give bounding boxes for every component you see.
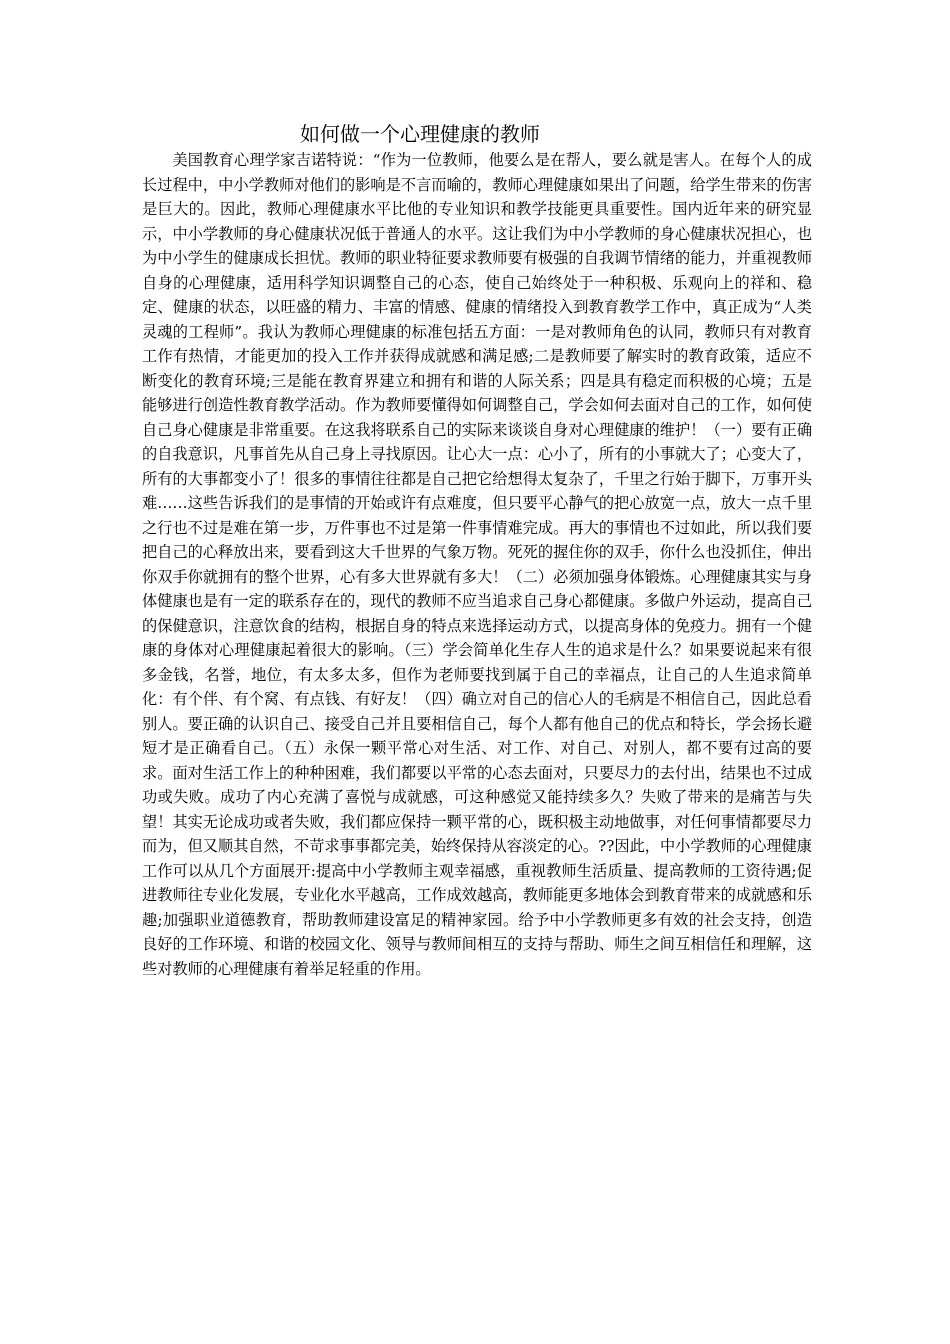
document-body-paragraph: 美国教育心理学家吉诺特说：“作为一位教师，他要么是在帮人，要么就是害人。在每个人的成长过程中，中小学教师对他们的影响是不言而喻的，教师心理健康如果出了问题，给学生带来的伤害是巨大的。因此，教师心理健康水平比他的专业知识和教学技能更具重要性。国内近年来的研究显示，中小学教师的身心健康状况低于普通人的水平。这让我们为中小学教师的身心健康状况担心，也为中小学生的健康成长担忧。教师的职业特征要求教师要有极强的自我调节情绪的能力，并重视教师自身的心理健康，适用科学知识调整自己的心态，使自己始终处于一种积极、乐观向上的祥和、稳定、健康的状态，以旺盛的精力、丰富的情感、健康的情绪投入到教育教学工作中，真正成为“人类灵魂的工程师”。我认为教师心理健康的标准包括五方面：一是对教师角色的认同，教师只有对教育工作有热情，才能更加的投入工作并获得成就感和满足感;二是教师要了解实时的教育政策，适应不断变化的教育环境;三是能在教育界建立和拥有和谐的人际关系；四是具有稳定而积极的心境；五是能够进行创造性教育教学活动。作为教师要懂得如何调整自己，学会如何去面对自己的工作，如何使自己身心健康是非常重要。在这我将联系自己的实际来谈谈自身对心理健康的维护！（一）要有正确的自我意识，凡事首先从自己身上寻找原因。让心大一点：心小了，所有的小事就大了；心变大了，所有的大事都变小了！很多的事情往往都是自己把它给想得太复杂了，千里之行始于脚下，万事开头难……这些告诉我们的是事情的开始或许有点难度，但只要平心静气的把心放宽一点，放大一点千里之行也不过是难在第一步，万件事也不过是第一件事情难完成。再大的事情也不过如此，所以我们要把自己的心释放出来，要看到这大千世界的气象万物。死死的握住你的双手，你什么也没抓住，伸出你双手你就拥有的整个世界，心有多大世界就有多大！（二）必须加强身体锻炼。心理健康其实与身体健康也是有一定的联系存在的，现代的教师不应当追求自己身心都健康。多做户外运动，提高自己的保健意识，注意饮食的结构，根据自身的特点来选择运动方式，以提高身体的免疫力。拥有一个健康的身体对心理健康起着很大的影响。（三）学会简单化生存人生的追求是什么？如果要说起来有很多金钱，名誉，地位，有太多太多，但作为老师要找到属于自己的幸福点，让自己的人生追求简单化：有个伴、有个窝、有点钱、有好友！（四）确立对自己的信心人的毛病是不相信自己，因此总看别人。要正确的认识自己、接受自己并且要相信自己，每个人都有他自己的优点和特长，学会扬长避短才是正确看自己。（五）永保一颗平常心对生活、对工作、对自己、对别人，都不要有过高的要求。面对生活工作上的种种困难，我们都要以平常的心态去面对，只要尽力的去付出，结果也不过成功或失败。成功了内心充满了喜悦与成就感，可这种感觉又能持续多久？失败了带来的是痛苦与失望！其实无论成功或者失败，我们都应保持一颗平常的心，既积极主动地做事，对任何事情都要尽力而为，但又顺其自然，不苛求事事都完美，始终保持从容淡定的心。??因此，中小学教师的心理健康工作可以从几个方面展开:提高中小学教师主观幸福感，重视教师生活质量、提高教师的工资待遇;促进教师往专业化发展，专业化水平越高，工作成效越高，教师能更多地体会到教育带来的成就感和乐趣;加强职业道德教育，帮助教师建设富足的精神家园。给予中小学教师更多有效的社会支持，创造良好的工作环境、和谐的校园文化、领导与教师间相互的支持与帮助、师生之间互相信任和理解，这些对教师的心理健康有着举足轻重的作用。 <box>142 151 812 978</box>
document-title: 如何做一个心理健康的教师 <box>300 122 540 146</box>
